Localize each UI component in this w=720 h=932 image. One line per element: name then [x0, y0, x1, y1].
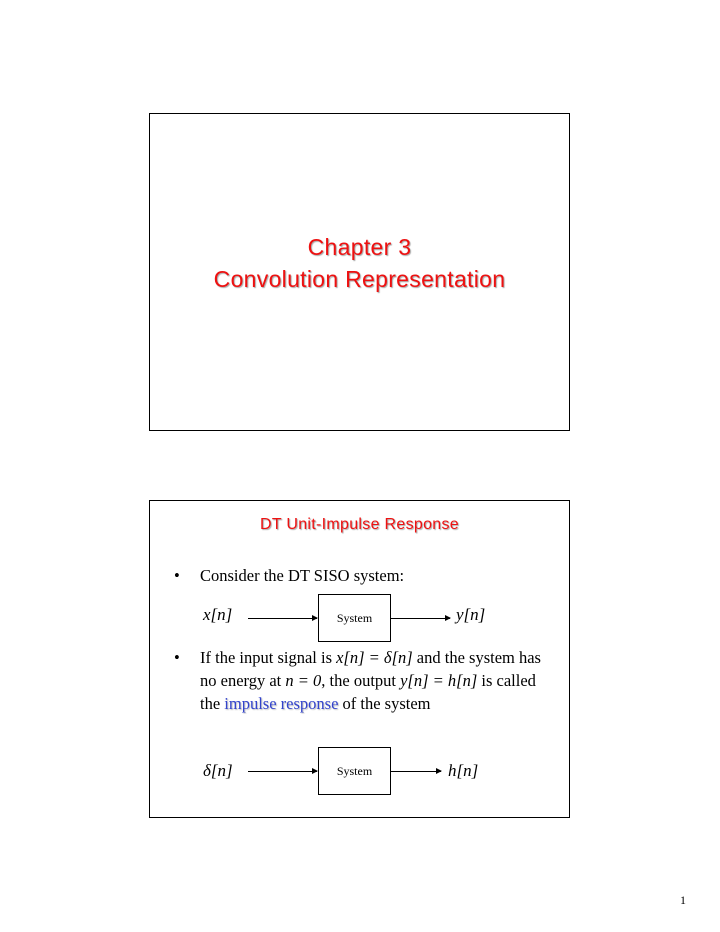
slide-title: DT Unit-Impulse Response	[260, 516, 459, 533]
bullet-dot-icon: •	[174, 566, 180, 585]
input-arrow-icon	[248, 771, 317, 772]
output-arrow-icon	[391, 618, 450, 619]
system-box: System	[318, 594, 391, 642]
bullet-dot-icon: •	[174, 648, 180, 667]
bullet-2-part-2: and the system has no energy at	[200, 648, 541, 690]
bullet-1-text: Consider the DT SISO system:	[200, 566, 405, 585]
impulse-response-term: impulse response	[224, 694, 339, 713]
output-arrow-icon	[391, 771, 441, 772]
impulse-response-label: h[n]	[448, 761, 479, 780]
math-output-h: y[n] = h[n]	[400, 671, 478, 690]
bullet-2-text	[200, 646, 560, 715]
chapter-title-line-1: Chapter 3	[307, 234, 412, 260]
bullet-2-part-3: , the output	[321, 671, 401, 690]
chapter-title	[150, 231, 569, 295]
bullet-2-part-4: is called the	[200, 671, 536, 713]
page-number: 1	[680, 893, 686, 907]
math-n-zero: n = 0	[285, 671, 322, 690]
output-signal-label: y[n]	[456, 605, 486, 624]
bullet-2-part-5: of the system	[338, 694, 431, 713]
system-box: System	[318, 747, 391, 795]
input-signal-label: x[n]	[203, 605, 233, 624]
impulse-input-label: δ[n]	[203, 761, 233, 780]
input-arrow-icon	[248, 618, 317, 619]
chapter-title-line-2: Convolution Representation	[213, 266, 506, 292]
bullet-2-part-1: If the input signal is	[200, 648, 337, 667]
slide-2	[149, 500, 570, 818]
math-input-impulse: x[n] = δ[n]	[336, 648, 413, 667]
slide-1	[149, 113, 570, 431]
